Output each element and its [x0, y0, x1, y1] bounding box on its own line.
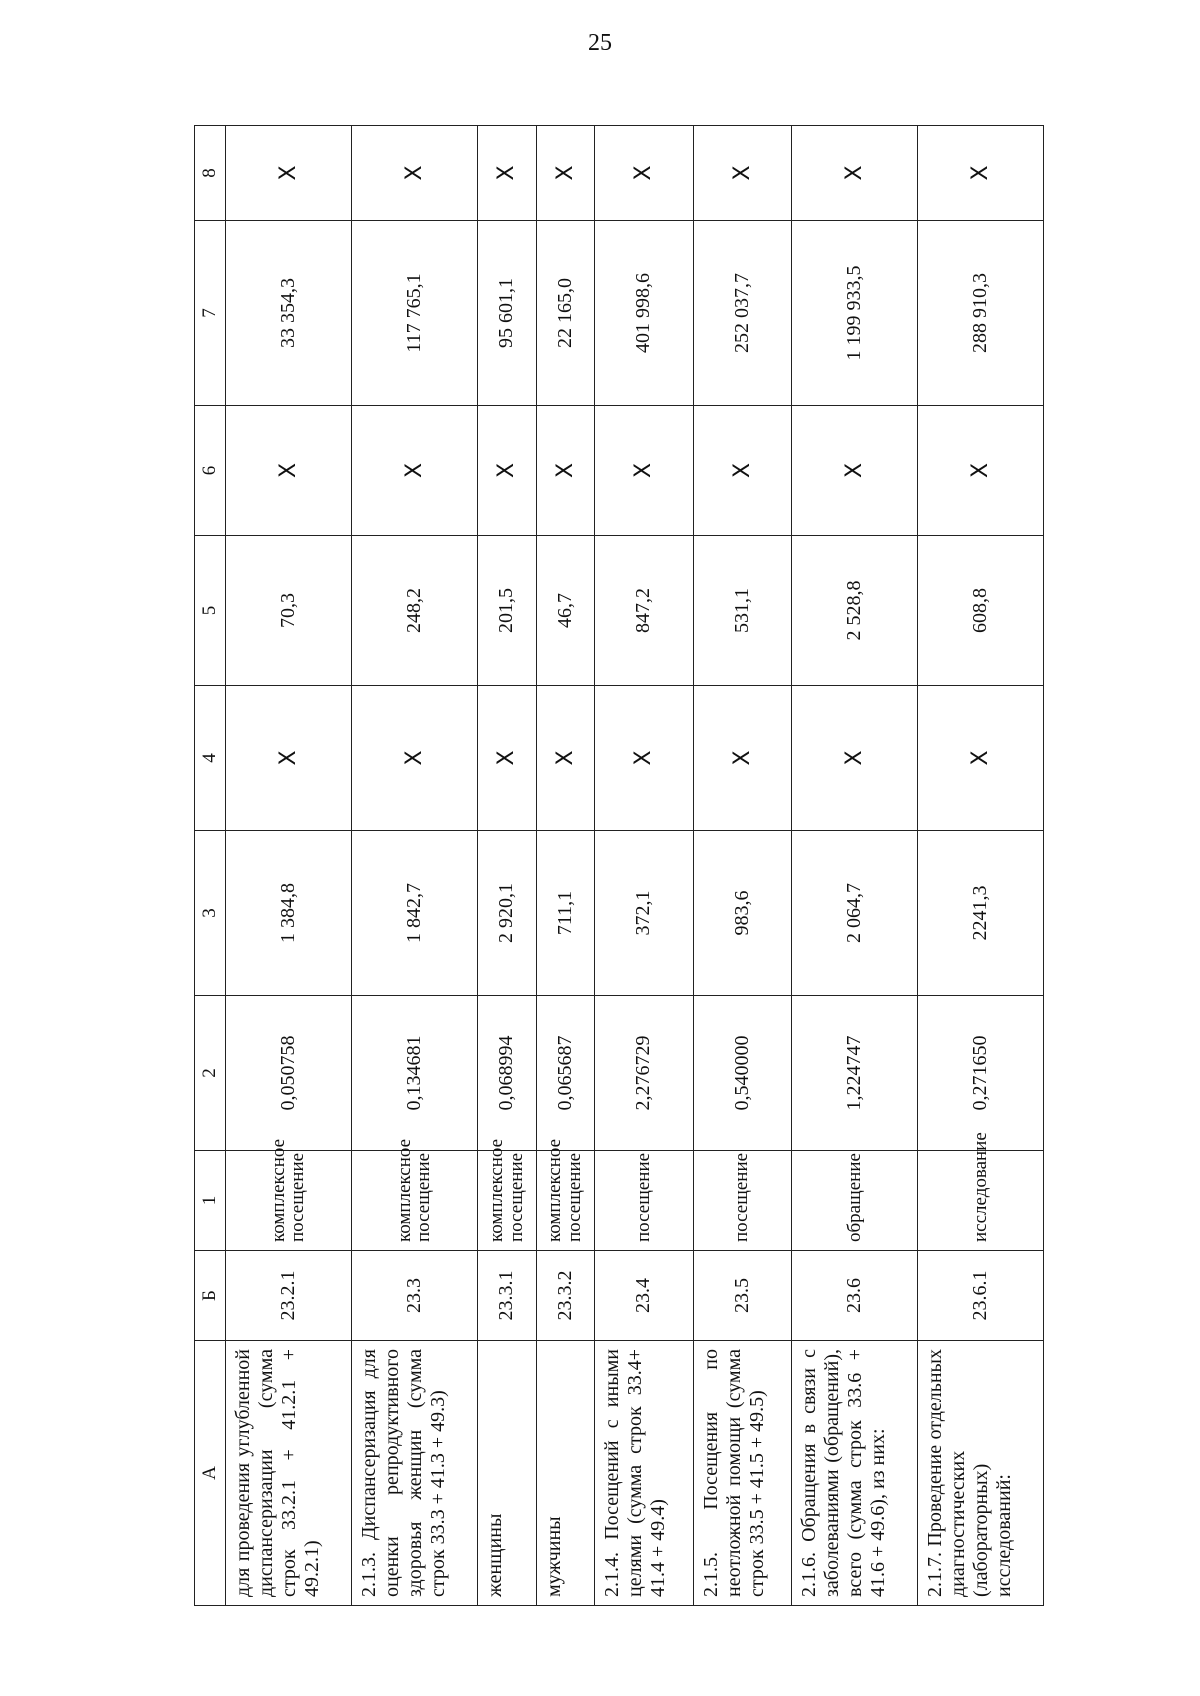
- unit-cell: комплексное посещение: [351, 1151, 477, 1251]
- table-row: [595, 126, 693, 1606]
- empty-mark: X: [595, 686, 693, 831]
- empty-mark: X: [351, 686, 477, 831]
- header-cell: 6: [195, 406, 226, 536]
- header-cell: 7: [195, 221, 226, 406]
- empty-mark: X: [917, 686, 1043, 831]
- value-cell: 252 037,7: [693, 221, 791, 406]
- value-cell: 46,7: [536, 536, 595, 686]
- empty-mark: X: [917, 126, 1043, 221]
- value-cell: 401 998,6: [595, 221, 693, 406]
- value-cell: 2,276729: [595, 996, 693, 1151]
- page-number: 25: [588, 30, 612, 56]
- empty-mark: X: [693, 126, 791, 221]
- row-description: 2.1.6. Обращения в связи с заболеваниями (обращений), всего (сумма строк 33.6 + 41.6 + 49.6), из них:: [792, 1341, 918, 1606]
- header-cell: 1: [195, 1151, 226, 1251]
- value-cell: 608,8: [917, 536, 1043, 686]
- row-code: 23.2.1: [226, 1251, 352, 1341]
- header-cell: 3: [195, 831, 226, 996]
- value-cell: 531,1: [693, 536, 791, 686]
- table-row: [536, 126, 595, 1606]
- rotated-table-container: [194, 126, 1044, 1606]
- value-cell: 1 842,7: [351, 831, 477, 996]
- row-description: для проведения углубленной диспансеризации (сумма строк 33.2.1 + 41.2.1 + 49.2.1): [226, 1341, 352, 1606]
- value-cell: 0,134681: [351, 996, 477, 1151]
- indicators-table: [194, 125, 1044, 1606]
- empty-mark: X: [351, 406, 477, 536]
- row-description: 2.1.7. Проведение отдельных диагностических (лабораторных) исследований:: [917, 1341, 1043, 1606]
- header-cell: 4: [195, 686, 226, 831]
- empty-mark: X: [477, 126, 536, 221]
- unit-cell: обращение: [792, 1151, 918, 1251]
- value-cell: 372,1: [595, 831, 693, 996]
- value-cell: 0,271650: [917, 996, 1043, 1151]
- value-cell: 0,050758: [226, 996, 352, 1151]
- value-cell: 33 354,3: [226, 221, 352, 406]
- row-code: 23.6.1: [917, 1251, 1043, 1341]
- unit-cell: посещение: [595, 1151, 693, 1251]
- table-row: [226, 126, 352, 1606]
- unit-cell: исследование: [917, 1151, 1043, 1251]
- empty-mark: X: [536, 406, 595, 536]
- empty-mark: X: [693, 406, 791, 536]
- header-cell: Б: [195, 1251, 226, 1341]
- value-cell: 201,5: [477, 536, 536, 686]
- row-description: 2.1.4. Посещений с иными целями (сумма строк 33.4+ 41.4 + 49.4): [595, 1341, 693, 1606]
- value-cell: 117 765,1: [351, 221, 477, 406]
- row-code: 23.4: [595, 1251, 693, 1341]
- value-cell: 0,065687: [536, 996, 595, 1151]
- value-cell: 711,1: [536, 831, 595, 996]
- value-cell: 1,224747: [792, 996, 918, 1151]
- value-cell: 288 910,3: [917, 221, 1043, 406]
- table-row: [792, 126, 918, 1606]
- empty-mark: X: [595, 406, 693, 536]
- empty-mark: X: [477, 406, 536, 536]
- value-cell: 22 165,0: [536, 221, 595, 406]
- value-cell: 2 920,1: [477, 831, 536, 996]
- row-code: 23.6: [792, 1251, 918, 1341]
- empty-mark: X: [477, 686, 536, 831]
- empty-mark: X: [226, 686, 352, 831]
- empty-mark: X: [536, 686, 595, 831]
- empty-mark: X: [792, 126, 918, 221]
- unit-cell: комплексное посещение: [477, 1151, 536, 1251]
- value-cell: 2 528,8: [792, 536, 918, 686]
- row-description: мужчины: [536, 1341, 595, 1606]
- value-cell: 983,6: [693, 831, 791, 996]
- table-row: [917, 126, 1043, 1606]
- row-description: 2.1.3. Диспансеризация для оценки репродуктивного здоровья женщин (сумма строк 33.3 + 41.3 + 49.3): [351, 1341, 477, 1606]
- row-description: 2.1.5. Посещения по неотложной помощи (сумма строк 33.5 + 41.5 + 49.5): [693, 1341, 791, 1606]
- empty-mark: X: [792, 686, 918, 831]
- header-cell: 5: [195, 536, 226, 686]
- value-cell: 95 601,1: [477, 221, 536, 406]
- row-code: 23.3.1: [477, 1251, 536, 1341]
- value-cell: 1 384,8: [226, 831, 352, 996]
- empty-mark: X: [351, 126, 477, 221]
- value-cell: 847,2: [595, 536, 693, 686]
- value-cell: 2241,3: [917, 831, 1043, 996]
- table-row: [351, 126, 477, 1606]
- empty-mark: X: [226, 406, 352, 536]
- empty-mark: X: [595, 126, 693, 221]
- value-cell: 0,068994: [477, 996, 536, 1151]
- header-cell: 8: [195, 126, 226, 221]
- unit-cell: посещение: [693, 1151, 791, 1251]
- unit-cell: комплексное посещение: [536, 1151, 595, 1251]
- header-cell: А: [195, 1341, 226, 1606]
- empty-mark: X: [226, 126, 352, 221]
- empty-mark: X: [917, 406, 1043, 536]
- unit-cell: комплексное посещение: [226, 1151, 352, 1251]
- row-code: 23.3.2: [536, 1251, 595, 1341]
- value-cell: 70,3: [226, 536, 352, 686]
- empty-mark: X: [693, 686, 791, 831]
- header-cell: 2: [195, 996, 226, 1151]
- value-cell: 248,2: [351, 536, 477, 686]
- header-row: [195, 126, 226, 1606]
- table-row: [693, 126, 791, 1606]
- empty-mark: X: [536, 126, 595, 221]
- empty-mark: X: [792, 406, 918, 536]
- row-code: 23.3: [351, 1251, 477, 1341]
- table-row: [477, 126, 536, 1606]
- row-description: женщины: [477, 1341, 536, 1606]
- value-cell: 0,540000: [693, 996, 791, 1151]
- value-cell: 2 064,7: [792, 831, 918, 996]
- row-code: 23.5: [693, 1251, 791, 1341]
- value-cell: 1 199 933,5: [792, 221, 918, 406]
